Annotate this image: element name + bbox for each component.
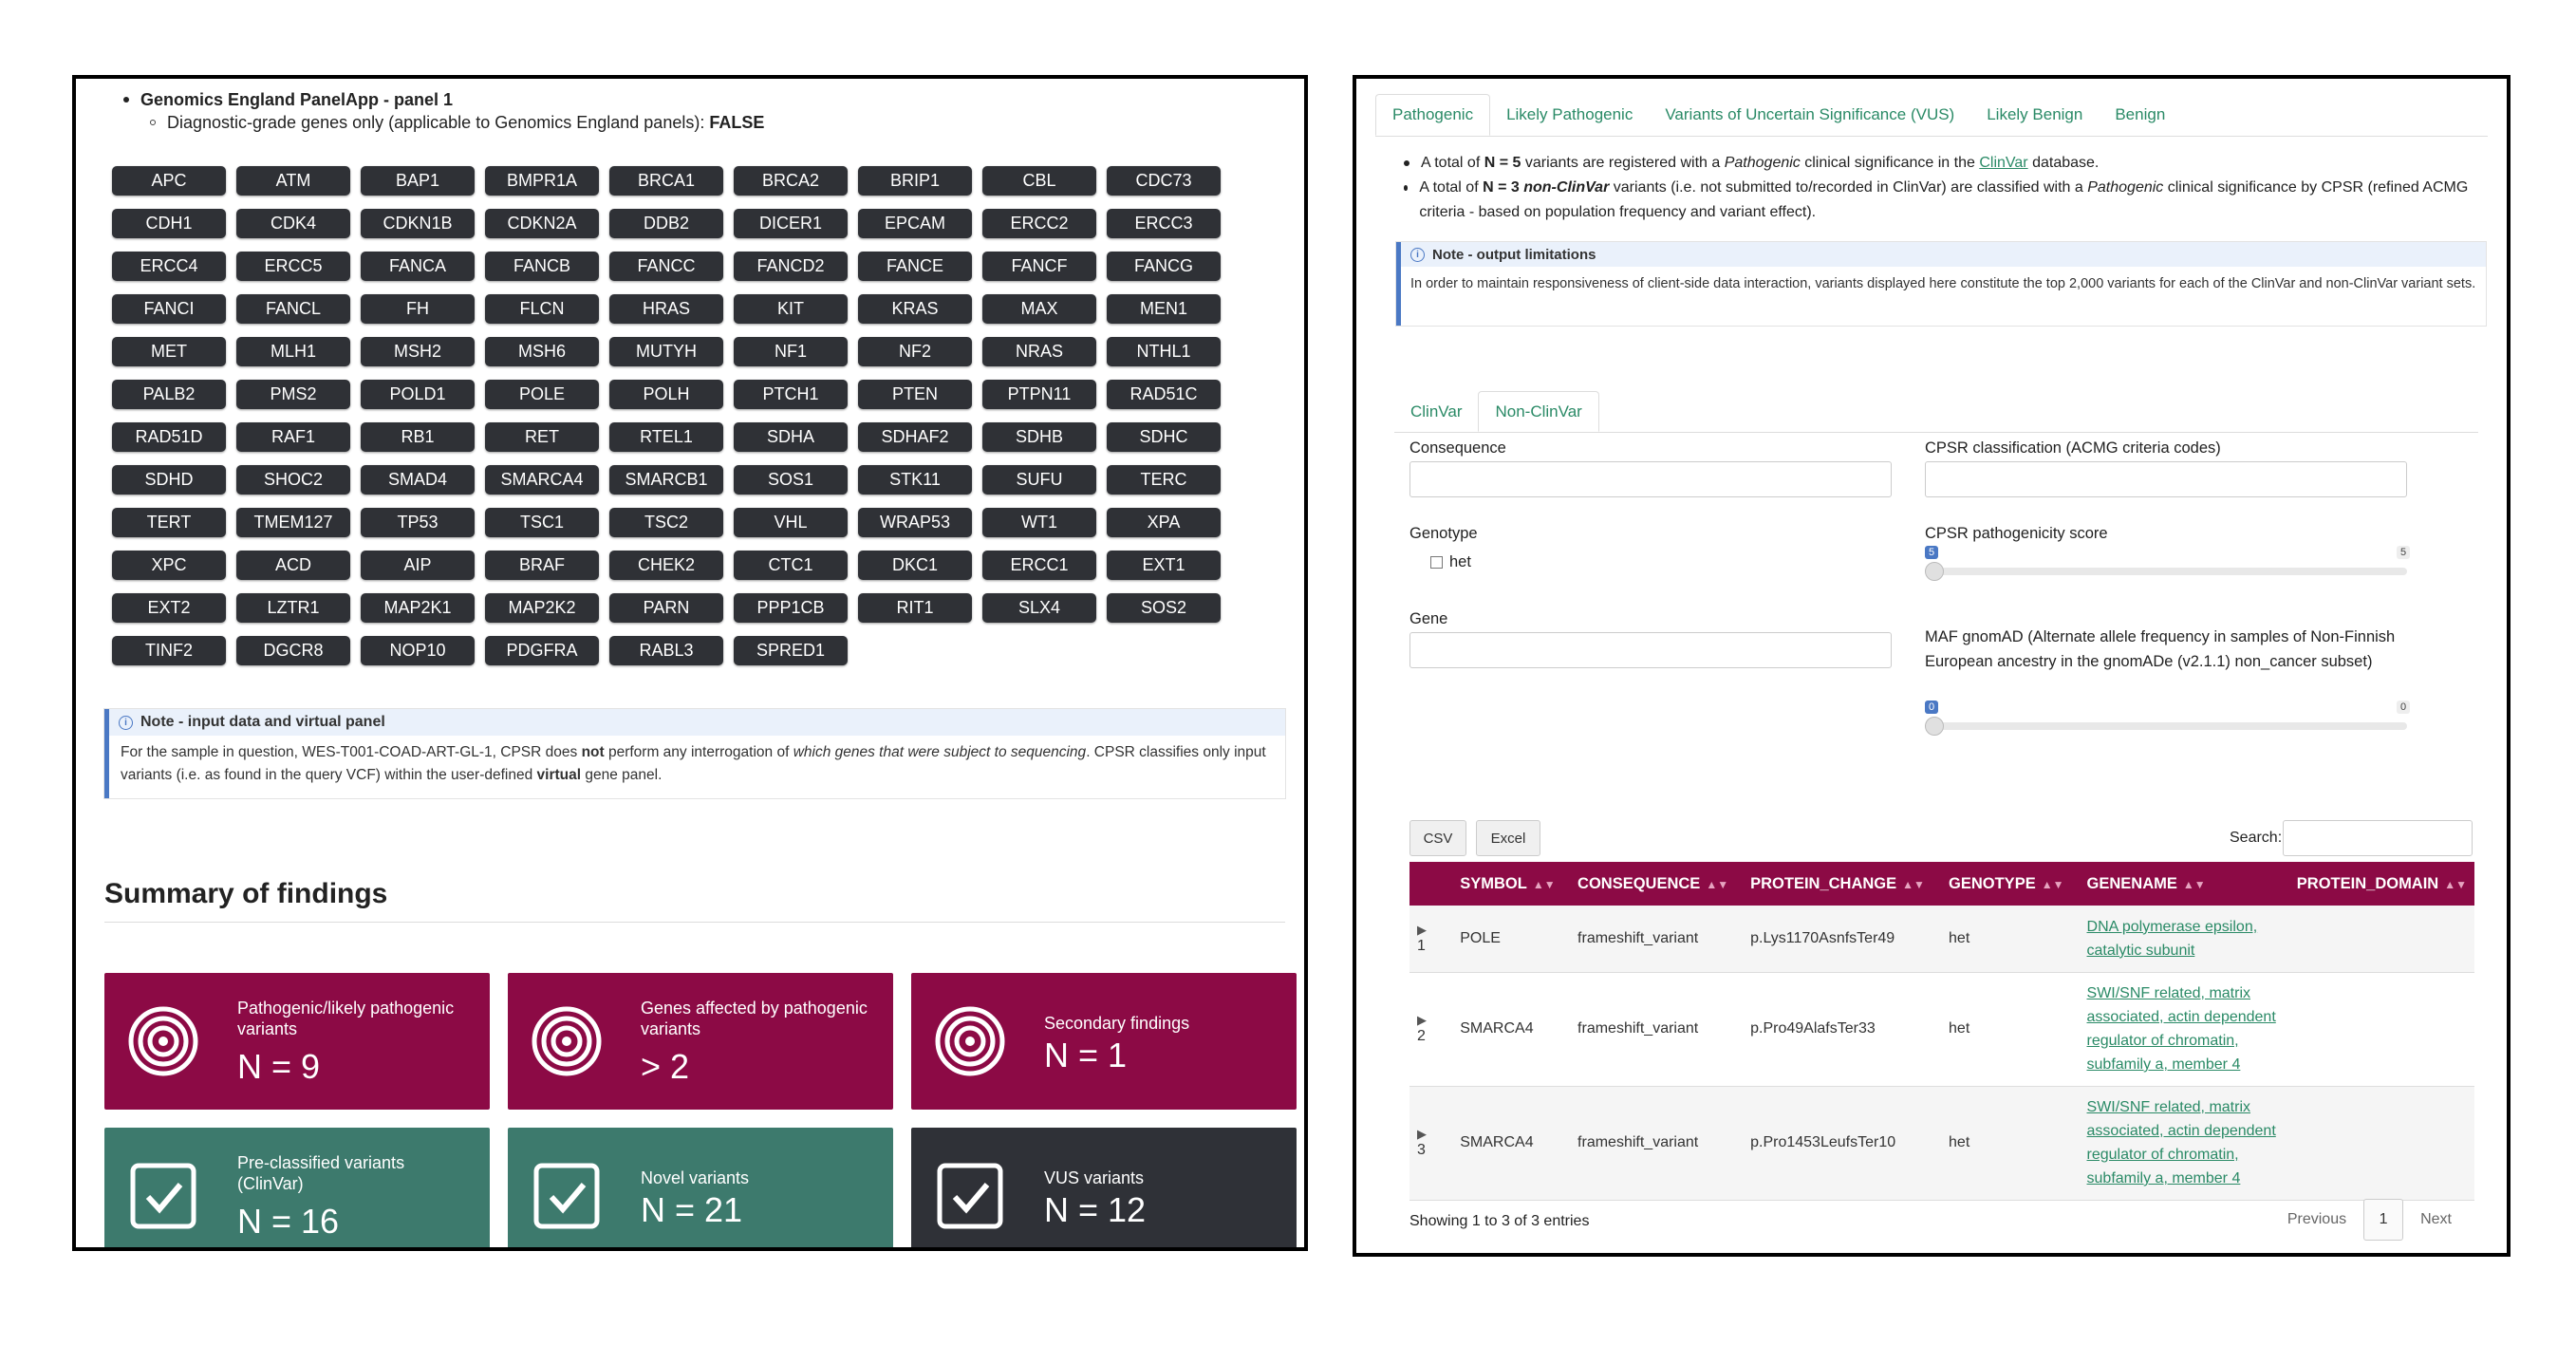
info-icon: i <box>119 716 133 730</box>
csv-button[interactable]: CSV <box>1409 820 1466 856</box>
consequence-input[interactable] <box>1409 461 1892 497</box>
het-checkbox-row[interactable] <box>1430 553 1471 571</box>
gene-badge: PDGFRA <box>485 636 599 665</box>
gene-badge: NRAS <box>982 337 1096 366</box>
gene-badge: PALB2 <box>112 380 226 409</box>
tab-non-clinvar[interactable]: Non-ClinVar <box>1478 391 1598 432</box>
gene-badge: CHEK2 <box>609 551 723 580</box>
note-title: Note - output limitations <box>1432 246 1596 263</box>
card-value: N = 1 <box>1044 1036 1128 1074</box>
column-header-symbol[interactable]: SYMBOL ▲▼ <box>1452 862 1570 906</box>
summary-card <box>911 1128 1297 1251</box>
summary-title: Summary of findings <box>104 878 388 909</box>
card-value: > 2 <box>641 1047 690 1086</box>
gene-badge: FANCE <box>858 252 972 281</box>
cell-consequence: frameshift_variant <box>1570 906 1743 972</box>
gene-badge: MAX <box>982 294 1096 324</box>
info-line-1: A total of N = 5 variants are registered with a Pathogenic clinical significance in the ClinVar database. <box>1421 155 2100 171</box>
gene-badge: SPRED1 <box>734 636 848 665</box>
gene-badge: XPC <box>112 551 226 580</box>
card-value: N = 16 <box>237 1202 340 1241</box>
gene-badge: SDHD <box>112 465 226 495</box>
gene-badge: EXT1 <box>1107 551 1221 580</box>
gene-badge: MAP2K1 <box>361 593 475 623</box>
gene-badge: SMARCB1 <box>609 465 723 495</box>
gene-badge: TINF2 <box>112 636 226 665</box>
gene-badge: FH <box>361 294 475 324</box>
gene-badge: MAP2K2 <box>485 593 599 623</box>
gene-badge: PTEN <box>858 380 972 409</box>
row-toggle[interactable]: ▶ 3 <box>1409 1086 1452 1200</box>
search-input[interactable] <box>2283 820 2473 856</box>
target-icon <box>934 1005 1006 1077</box>
sort-icon: ▲▼ <box>2444 877 2467 891</box>
gene-badge: BRAF <box>485 551 599 580</box>
table-info: Showing 1 to 3 of 3 entries <box>1409 1213 1590 1229</box>
expand-icon[interactable]: ▶ <box>1417 1013 1427 1027</box>
sort-icon: ▲▼ <box>2041 877 2064 891</box>
target-icon <box>531 1005 603 1077</box>
input-note <box>104 709 1285 798</box>
cell-consequence: frameshift_variant <box>1570 1086 1743 1200</box>
table-row[interactable] <box>1409 1086 2474 1200</box>
gene-badge: RET <box>485 422 599 452</box>
genename-link[interactable]: SWI/SNF related, matrix associated, actin dependent regulator of chromatin, subfamily a, member 4 <box>2086 985 2276 1073</box>
gene-badge: TMEM127 <box>236 508 350 537</box>
gene-badge: ERCC1 <box>982 551 1096 580</box>
gene-badge: KRAS <box>858 294 972 324</box>
gene-badge: EXT2 <box>112 593 226 623</box>
gene-badge: NF2 <box>858 337 972 366</box>
column-header-protein-domain[interactable]: PROTEIN_DOMAIN ▲▼ <box>2289 862 2474 906</box>
gene-badge: RAF1 <box>236 422 350 452</box>
gene-badge: FANCA <box>361 252 475 281</box>
gene-badge: NTHL1 <box>1107 337 1221 366</box>
note-body: For the sample in question, WES-T001-COAD-ART-GL-1, CPSR does not perform any interrogation of which genes that were subject to sequencing. CPSR classifies only input variants (i.e. as found in the query VCF) within the user-defined virtual gene panel. <box>121 744 1266 783</box>
gene-badge: DGCR8 <box>236 636 350 665</box>
summary-card <box>508 973 893 1110</box>
gene-badge: SDHAF2 <box>858 422 972 452</box>
cell-symbol: SMARCA4 <box>1452 972 1570 1086</box>
gene-badge: MSH2 <box>361 337 475 366</box>
gene-badge: CTC1 <box>734 551 848 580</box>
cpsr-class-input[interactable] <box>1925 461 2407 497</box>
gene-badge: WT1 <box>982 508 1096 537</box>
gene-badge: DICER1 <box>734 209 848 238</box>
gene-list <box>112 166 1270 665</box>
gene-badge: SLX4 <box>982 593 1096 623</box>
target-icon <box>127 1005 199 1077</box>
gene-badge: TERC <box>1107 465 1221 495</box>
gene-badge: SHOC2 <box>236 465 350 495</box>
gene-badge: SDHA <box>734 422 848 452</box>
gene-badge: RAD51D <box>112 422 226 452</box>
score-slider-handle[interactable] <box>1925 562 1944 581</box>
cell-symbol: SMARCA4 <box>1452 1086 1570 1200</box>
variants-table <box>1409 862 2474 1201</box>
cell-symbol: POLE <box>1452 906 1570 972</box>
sort-icon: ▲▼ <box>1532 877 1556 891</box>
gene-badge: VHL <box>734 508 848 537</box>
bullet-icon <box>123 97 129 103</box>
maf-label: MAF gnomAD (Alternate allele frequency in samples of Non-Finnish European ancestry in the gnomADe (v2.1.1) non_cancer subset) <box>1925 628 2396 670</box>
genename-link[interactable]: DNA polymerase epsilon, catalytic subunit <box>2086 918 2258 959</box>
cell-genename <box>2080 906 2289 972</box>
gene-badge: FANCG <box>1107 252 1221 281</box>
tab-clinvar[interactable]: ClinVar <box>1410 402 1463 420</box>
gene-badge: ERCC5 <box>236 252 350 281</box>
gene-badge: FANCI <box>112 294 226 324</box>
gene-badge: POLD1 <box>361 380 475 409</box>
tab-variants-of-uncertain-significance-vus[interactable]: Variants of Uncertain Significance (VUS) <box>1665 105 1955 123</box>
gene-badge: MSH6 <box>485 337 599 366</box>
gene-badge: HRAS <box>609 294 723 324</box>
gene-badge: CBL <box>982 166 1096 196</box>
cell-genotype: het <box>1941 1086 2080 1200</box>
cell-genename <box>2080 1086 2289 1200</box>
table-row[interactable] <box>1409 906 2474 972</box>
consequence-label: Consequence <box>1409 439 1506 457</box>
gene-badge: SUFU <box>982 465 1096 495</box>
tab-likely-pathogenic[interactable]: Likely Pathogenic <box>1506 105 1633 123</box>
gene-badge: CDKN1B <box>361 209 475 238</box>
gene-badge: FANCB <box>485 252 599 281</box>
output-note <box>1396 242 2486 326</box>
gene-badge: TP53 <box>361 508 475 537</box>
gene-badge: DDB2 <box>609 209 723 238</box>
summary-card <box>508 1128 893 1251</box>
card-label: VUS variants <box>1044 1168 1145 1187</box>
gene-badge: POLE <box>485 380 599 409</box>
gene-badge: BRCA1 <box>609 166 723 196</box>
maf-min-label: 0 <box>1925 701 1938 714</box>
genename-link[interactable]: SWI/SNF related, matrix associated, actin dependent regulator of chromatin, subfamily a, member 4 <box>2086 1099 2276 1186</box>
card-label: Pre-classified variants (ClinVar) <box>237 1153 405 1193</box>
gene-badge: SOS1 <box>734 465 848 495</box>
table-row[interactable] <box>1409 972 2474 1086</box>
card-value: N = 9 <box>237 1047 321 1086</box>
expand-icon[interactable]: ▶ <box>1417 1127 1427 1141</box>
divider <box>104 922 1285 923</box>
row-toggle[interactable]: ▶ 2 <box>1409 972 1452 1086</box>
cell-protein-change: p.Pro49AlafsTer33 <box>1743 972 1941 1086</box>
summary-info <box>1404 151 2476 225</box>
gene-badge: BAP1 <box>361 166 475 196</box>
summary-card <box>104 973 490 1110</box>
right-panel <box>1353 75 2511 1257</box>
gene-badge: MUTYH <box>609 337 723 366</box>
search-label: Search: <box>2230 830 2283 846</box>
gene-badge: BRIP1 <box>858 166 972 196</box>
summary-card <box>104 1128 490 1251</box>
gene-badge: POLH <box>609 380 723 409</box>
row-toggle[interactable]: ▶ 1 <box>1409 906 1452 972</box>
previous-button[interactable]: Previous <box>2287 1211 2347 1227</box>
column-header-consequence[interactable]: CONSEQUENCE ▲▼ <box>1570 862 1743 906</box>
gene-badge: DKC1 <box>858 551 972 580</box>
cell-protein-change: p.Lys1170AsnfsTer49 <box>1743 906 1941 972</box>
gene-badge: FANCL <box>236 294 350 324</box>
het-checkbox[interactable] <box>1430 556 1443 569</box>
gene-badge: ATM <box>236 166 350 196</box>
gene-badge: FLCN <box>485 294 599 324</box>
clinvar-link[interactable]: ClinVar <box>1979 155 2028 171</box>
panel-title: Genomics England PanelApp - panel 1 <box>140 90 454 109</box>
gene-badge: ERCC3 <box>1107 209 1221 238</box>
gene-badge: EPCAM <box>858 209 972 238</box>
gene-badge: NOP10 <box>361 636 475 665</box>
maf-slider-handle[interactable] <box>1925 717 1944 736</box>
sort-icon: ▲▼ <box>1706 877 1729 891</box>
panel-info <box>123 88 764 134</box>
gene-badge: TERT <box>112 508 226 537</box>
next-button[interactable]: Next <box>2420 1211 2452 1227</box>
summary-card <box>911 973 1297 1110</box>
bullet-icon <box>150 120 156 125</box>
score-max-label: 5 <box>2397 546 2410 559</box>
excel-button[interactable]: Excel <box>1476 820 1540 856</box>
cell-protein-change: p.Pro1453LeufsTer10 <box>1743 1086 1941 1200</box>
gene-badge: PARN <box>609 593 723 623</box>
column-header-genename[interactable]: GENENAME ▲▼ <box>2080 862 2289 906</box>
cell-genotype: het <box>1941 906 2080 972</box>
clinvar-tabs <box>1394 391 2478 433</box>
tab-benign[interactable]: Benign <box>2115 105 2166 123</box>
gene-badge: SMAD4 <box>361 465 475 495</box>
genotype-label: Genotype <box>1409 525 1478 542</box>
gene-badge: AIP <box>361 551 475 580</box>
score-slider[interactable] <box>1925 568 2407 575</box>
bullet-icon <box>1404 160 1409 166</box>
gene-badge: APC <box>112 166 226 196</box>
gene-badge: CDK4 <box>236 209 350 238</box>
gene-badge: PTCH1 <box>734 380 848 409</box>
gene-badge: RB1 <box>361 422 475 452</box>
gene-badge: CDH1 <box>112 209 226 238</box>
maf-max-label: 0 <box>2397 701 2410 714</box>
panel-sub: Diagnostic-grade genes only (applicable to Genomics England panels): FALSE <box>167 113 765 132</box>
checkbox-icon <box>934 1160 1006 1232</box>
gene-badge: TSC1 <box>485 508 599 537</box>
gene-label: Gene <box>1409 610 1448 627</box>
gene-badge: TSC2 <box>609 508 723 537</box>
gene-badge: FANCD2 <box>734 252 848 281</box>
gene-badge: MLH1 <box>236 337 350 366</box>
sort-icon: ▲▼ <box>2182 877 2206 891</box>
card-label: Pathogenic/likely pathogenic variants <box>237 999 455 1038</box>
gene-badge: RAD51C <box>1107 380 1221 409</box>
column-header-genotype[interactable]: GENOTYPE ▲▼ <box>1941 862 2080 906</box>
card-value: N = 21 <box>641 1190 743 1229</box>
sort-icon: ▲▼ <box>1902 877 1925 891</box>
page-1-button[interactable]: 1 <box>2363 1199 2403 1241</box>
cpsr-class-label: CPSR classification (ACMG criteria codes) <box>1925 439 2221 457</box>
checkbox-icon <box>531 1160 603 1232</box>
gene-badge: PPP1CB <box>734 593 848 623</box>
gene-badge: RIT1 <box>858 593 972 623</box>
gene-badge: SOS2 <box>1107 593 1221 623</box>
cell-genename <box>2080 972 2289 1086</box>
gene-badge: MEN1 <box>1107 294 1221 324</box>
gene-badge: CDKN2A <box>485 209 599 238</box>
gene-badge: BMPR1A <box>485 166 599 196</box>
gene-badge: WRAP53 <box>858 508 972 537</box>
pagination <box>2287 1199 2452 1241</box>
gene-badge: BRCA2 <box>734 166 848 196</box>
score-min-label: 5 <box>1925 546 1938 559</box>
expand-icon[interactable]: ▶ <box>1417 922 1427 937</box>
gene-badge: NF1 <box>734 337 848 366</box>
gene-badge: CDC73 <box>1107 166 1221 196</box>
checkbox-icon <box>127 1160 199 1232</box>
bullet-icon <box>1404 185 1408 191</box>
cell-protein-domain <box>2289 972 2474 1086</box>
cell-protein-domain <box>2289 906 2474 972</box>
gene-badge: PMS2 <box>236 380 350 409</box>
gene-badge: MET <box>112 337 226 366</box>
gene-input[interactable] <box>1409 632 1892 668</box>
cell-protein-domain <box>2289 1086 2474 1200</box>
cell-consequence: frameshift_variant <box>1570 972 1743 1086</box>
card-label: Genes affected by pathogenic variants <box>641 999 868 1038</box>
card-label: Novel variants <box>641 1168 750 1187</box>
gene-badge: FANCF <box>982 252 1096 281</box>
significance-tabs <box>1375 94 2488 137</box>
note-title: Note - input data and virtual panel <box>140 714 385 730</box>
gene-badge: SMARCA4 <box>485 465 599 495</box>
gene-badge: ERCC4 <box>112 252 226 281</box>
note-body: In order to maintain responsiveness of client-side data interaction, variants displayed here constitute the top 2,000 variants for each of the ClinVar and non-ClinVar variant sets. <box>1410 276 2476 291</box>
gene-badge: KIT <box>734 294 848 324</box>
gene-badge: SDHC <box>1107 422 1221 452</box>
het-label: het <box>1449 553 1471 570</box>
gene-badge: PTPN11 <box>982 380 1096 409</box>
card-label: Secondary findings <box>1044 1014 1190 1033</box>
gene-badge: RABL3 <box>609 636 723 665</box>
column-header-expand <box>1409 862 1452 906</box>
gene-badge: RTEL1 <box>609 422 723 452</box>
gene-badge: ERCC2 <box>982 209 1096 238</box>
gene-badge: FANCC <box>609 252 723 281</box>
gene-badge: STK11 <box>858 465 972 495</box>
column-header-protein-change[interactable]: PROTEIN_CHANGE ▲▼ <box>1743 862 1941 906</box>
maf-slider[interactable] <box>1925 722 2407 730</box>
cpsr-score-label: CPSR pathogenicity score <box>1925 525 2108 542</box>
gene-badge: XPA <box>1107 508 1221 537</box>
gene-badge: SDHB <box>982 422 1096 452</box>
gene-badge: ACD <box>236 551 350 580</box>
info-line-2: A total of N = 3 non-ClinVar variants (i.e. not submitted to/recorded in ClinVar) are classified with a Pathogenic clinical significance by CPSR (refined ACMG criteria - based on population frequency and variant effect). <box>1419 179 2469 220</box>
tab-likely-benign[interactable]: Likely Benign <box>1987 105 2083 123</box>
info-icon: i <box>1410 248 1425 262</box>
card-value: N = 12 <box>1044 1190 1147 1229</box>
left-panel <box>72 75 1308 1251</box>
gene-badge: LZTR1 <box>236 593 350 623</box>
tab-pathogenic[interactable]: Pathogenic <box>1375 94 1490 136</box>
cell-genotype: het <box>1941 972 2080 1086</box>
